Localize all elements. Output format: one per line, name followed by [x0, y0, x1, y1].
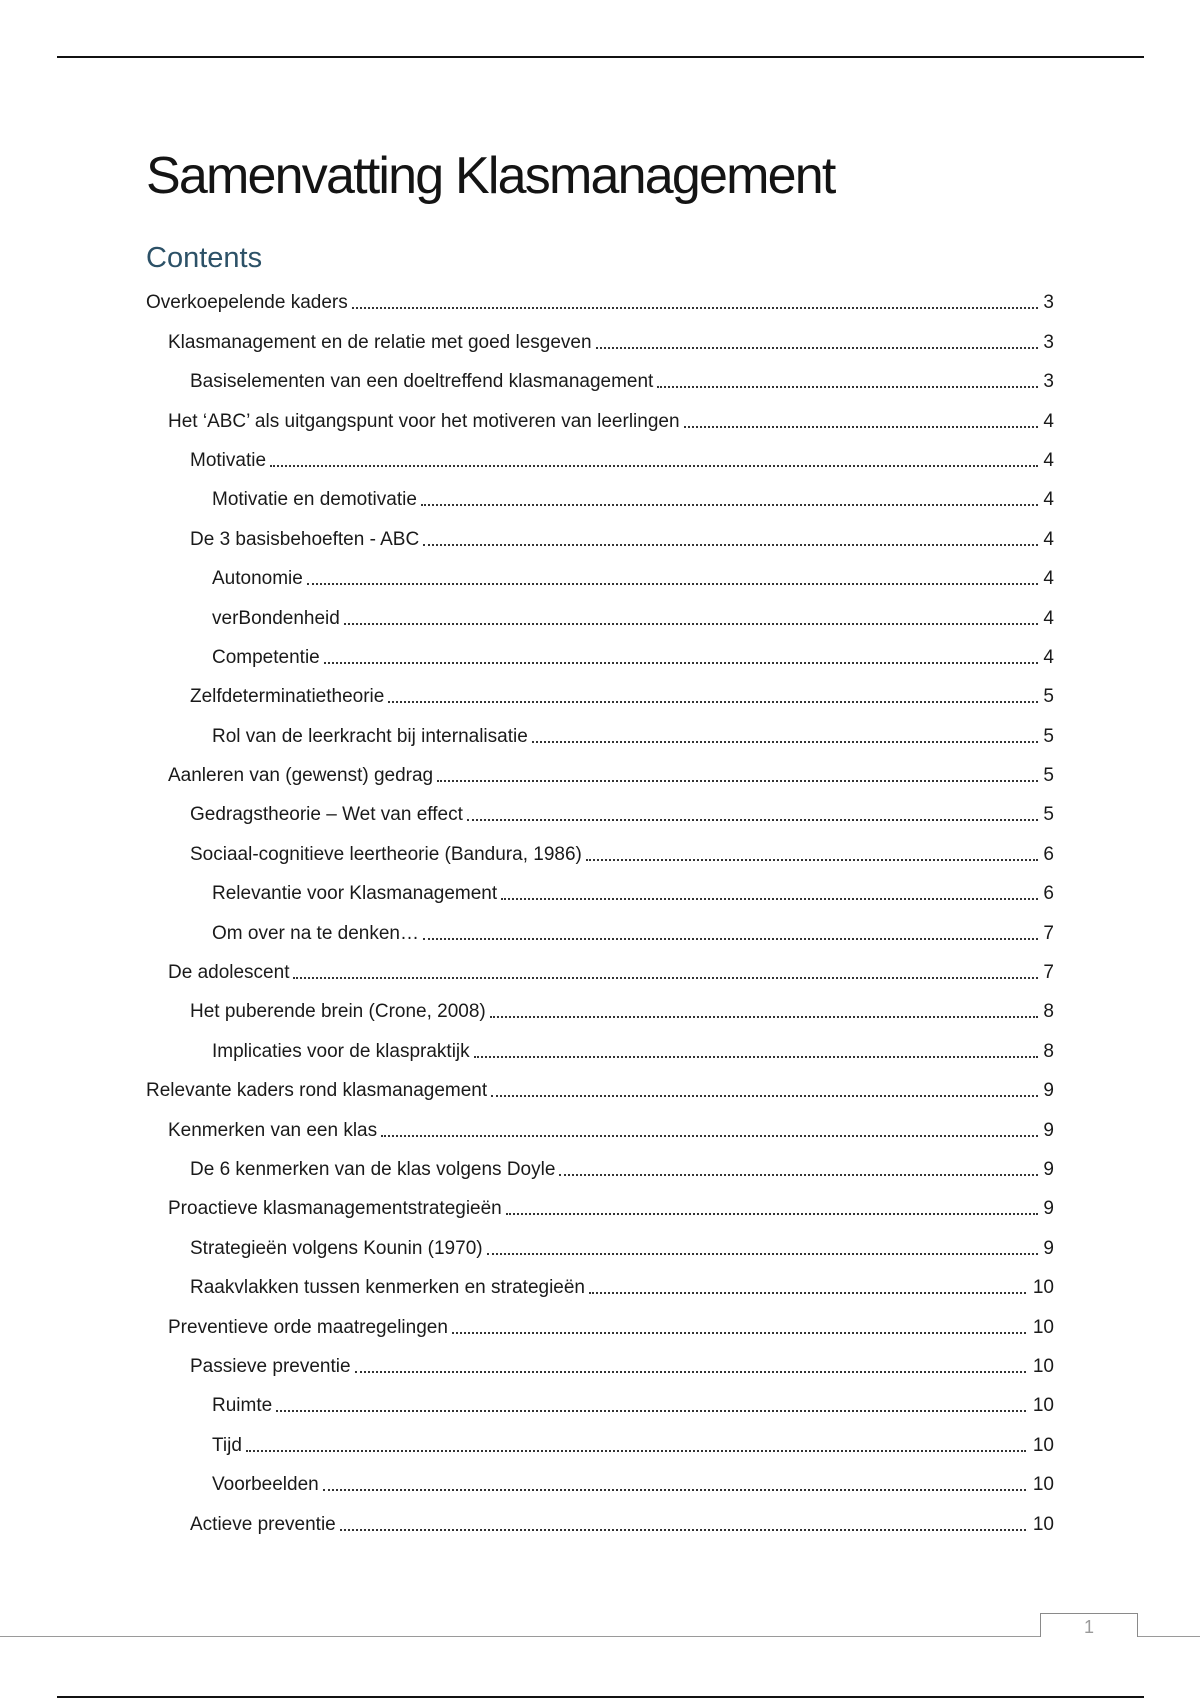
toc-dot-leader [657, 386, 1038, 388]
toc-entry-page: 5 [1043, 725, 1054, 747]
toc-dot-leader [490, 1016, 1038, 1018]
toc-entry-label: Preventieve orde maatregelingen [168, 1316, 448, 1338]
toc-entry[interactable] [146, 1418, 1054, 1457]
toc-dot-leader [596, 347, 1038, 349]
toc-entry-label: Basiselementen van een doeltreffend klasmanagement [190, 371, 654, 393]
toc-entry[interactable] [146, 434, 1054, 473]
toc-entry[interactable] [146, 552, 1054, 591]
toc-entry[interactable] [146, 749, 1054, 788]
toc-dot-leader [474, 1056, 1038, 1058]
toc-entry-label: Implicaties voor de klaspraktijk [212, 1040, 470, 1062]
toc-entry[interactable] [146, 1300, 1054, 1339]
document-title: Samenvatting Klasmanagement [146, 147, 835, 205]
footer-rule [0, 1636, 1200, 1637]
toc-dot-leader [324, 662, 1038, 664]
toc-entry[interactable] [146, 1379, 1054, 1418]
toc-entry-label: Raakvlakken tussen kenmerken en strategieën [190, 1277, 586, 1299]
toc-dot-leader [437, 780, 1038, 782]
toc-dot-leader [684, 426, 1038, 428]
toc-dot-leader [423, 938, 1038, 940]
toc-entry-page: 4 [1043, 449, 1054, 471]
toc-entry[interactable] [146, 1024, 1054, 1063]
toc-dot-leader [559, 1174, 1038, 1176]
header-rule [57, 56, 1144, 58]
toc-entry-page: 5 [1043, 765, 1054, 787]
toc-entry[interactable] [146, 394, 1054, 433]
toc-entry-label: verBondenheid [212, 607, 340, 629]
toc-entry-label: Proactieve klasmanagementstrategieën [168, 1198, 502, 1220]
toc-entry[interactable] [146, 788, 1054, 827]
toc-entry[interactable] [146, 1261, 1054, 1300]
toc-dot-leader [355, 1371, 1026, 1373]
toc-entry-page: 5 [1043, 804, 1054, 826]
toc-entry-label: Actieve preventie [190, 1513, 336, 1535]
toc-entry[interactable] [146, 1182, 1054, 1221]
toc-entry[interactable] [146, 631, 1054, 670]
toc-entry[interactable] [146, 355, 1054, 394]
toc-entry[interactable] [146, 946, 1054, 985]
toc-entry-page: 10 [1032, 1277, 1054, 1299]
toc-dot-leader [293, 977, 1038, 979]
toc-entry-page: 9 [1043, 1119, 1054, 1141]
toc-entry[interactable] [146, 591, 1054, 630]
toc-entry-label: Overkoepelende kaders [146, 292, 348, 314]
toc-entry-page: 9 [1043, 1080, 1054, 1102]
toc-entry-label: Klasmanagement en de relatie met goed lesgeven [168, 331, 592, 353]
toc-entry[interactable] [146, 1221, 1054, 1260]
contents-heading: Contents [146, 242, 263, 274]
toc-entry-page: 3 [1043, 331, 1054, 353]
toc-entry-label: Het ‘ABC’ als uitgangspunt voor het motiveren van leerlingen [168, 410, 680, 432]
toc-entry-label: Rol van de leerkracht bij internalisatie [212, 725, 528, 747]
toc-entry-page: 10 [1032, 1316, 1054, 1338]
toc-dot-leader [340, 1529, 1026, 1531]
toc-dot-leader [423, 544, 1038, 546]
toc-entry-page: 9 [1043, 1158, 1054, 1180]
toc-entry-label: Ruimte [212, 1395, 273, 1417]
toc-entry[interactable] [146, 1497, 1054, 1536]
toc-entry-label: Tijd [212, 1434, 242, 1456]
toc-dot-leader [532, 741, 1038, 743]
toc-entry-page: 10 [1032, 1513, 1054, 1535]
toc-dot-leader [452, 1332, 1026, 1334]
toc-dot-leader [388, 701, 1038, 703]
toc-entry-label: De 3 basisbehoeften - ABC [190, 528, 420, 550]
toc-dot-leader [344, 623, 1038, 625]
toc-entry-page: 3 [1043, 371, 1054, 393]
toc-entry-page: 8 [1043, 1040, 1054, 1062]
toc-entry-page: 4 [1043, 410, 1054, 432]
toc-entry-label: Motivatie [190, 449, 267, 471]
toc-dot-leader [467, 819, 1038, 821]
toc-entry-page: 3 [1043, 292, 1054, 314]
toc-dot-leader [487, 1253, 1038, 1255]
toc-entry-label: De adolescent [168, 962, 290, 984]
toc-entry-label: Relevante kaders rond klasmanagement [146, 1080, 488, 1102]
toc-entry-page: 5 [1043, 686, 1054, 708]
toc-entry-page: 10 [1032, 1355, 1054, 1377]
toc-entry-label: Aanleren van (gewenst) gedrag [168, 765, 434, 787]
toc-entry[interactable] [146, 512, 1054, 551]
toc-dot-leader [589, 1292, 1026, 1294]
toc-entry-page: 4 [1043, 568, 1054, 590]
toc-dot-leader [323, 1489, 1026, 1491]
toc-entry[interactable] [146, 276, 1054, 315]
toc-entry-label: Om over na te denken… [212, 922, 419, 944]
toc-entry-page: 7 [1043, 922, 1054, 944]
toc-entry-page: 4 [1043, 528, 1054, 550]
toc-entry[interactable] [146, 670, 1054, 709]
toc-entry[interactable] [146, 906, 1054, 945]
toc-dot-leader [270, 465, 1038, 467]
toc-entry[interactable] [146, 473, 1054, 512]
toc-entry-label: Het puberende brein (Crone, 2008) [190, 1001, 486, 1023]
toc-entry-page: 4 [1043, 646, 1054, 668]
toc-entry[interactable] [146, 1103, 1054, 1142]
toc-entry-page: 6 [1043, 883, 1054, 905]
toc-entry[interactable] [146, 827, 1054, 866]
toc-entry-label: Sociaal-cognitieve leertheorie (Bandura, 1986) [190, 843, 582, 865]
toc-entry[interactable] [146, 709, 1054, 748]
toc-entry-label: Competentie [212, 646, 320, 668]
toc-entry-page: 9 [1043, 1237, 1054, 1259]
toc-entry-page: 8 [1043, 1001, 1054, 1023]
toc-entry-label: Autonomie [212, 568, 303, 590]
toc-dot-leader [276, 1410, 1026, 1412]
toc-entry[interactable] [146, 985, 1054, 1024]
page-number: 1 [1040, 1613, 1138, 1637]
toc-entry-label: Relevantie voor Klasmanagement [212, 883, 498, 905]
bottom-rule [57, 1696, 1144, 1698]
toc-entry[interactable] [146, 1458, 1054, 1497]
toc-entry-label: De 6 kenmerken van de klas volgens Doyle [190, 1158, 556, 1180]
toc-entry-label: Passieve preventie [190, 1355, 351, 1377]
toc-entry-page: 4 [1043, 607, 1054, 629]
toc-dot-leader [352, 307, 1038, 309]
toc-entry-page: 4 [1043, 489, 1054, 511]
toc-entry-label: Zelfdeterminatietheorie [190, 686, 385, 708]
toc-dot-leader [586, 859, 1038, 861]
toc-entry[interactable] [146, 1340, 1054, 1379]
toc-dot-leader [246, 1450, 1026, 1452]
toc-entry-page: 10 [1032, 1474, 1054, 1496]
toc-entry-page: 9 [1043, 1198, 1054, 1220]
toc-entry[interactable] [146, 1064, 1054, 1103]
toc-entry-label: Motivatie en demotivatie [212, 489, 417, 511]
toc-dot-leader [491, 1095, 1038, 1097]
toc-entry-label: Gedragstheorie – Wet van effect [190, 804, 463, 826]
toc-entry[interactable] [146, 867, 1054, 906]
table-of-contents [146, 276, 1054, 1537]
toc-dot-leader [421, 504, 1038, 506]
toc-entry-label: Strategieën volgens Kounin (1970) [190, 1237, 483, 1259]
toc-dot-leader [307, 583, 1038, 585]
toc-entry-label: Voorbeelden [212, 1474, 319, 1496]
toc-entry-page: 6 [1043, 843, 1054, 865]
toc-dot-leader [506, 1213, 1038, 1215]
toc-entry-label: Kenmerken van een klas [168, 1119, 378, 1141]
toc-dot-leader [381, 1135, 1038, 1137]
toc-dot-leader [501, 898, 1038, 900]
toc-entry-page: 7 [1043, 962, 1054, 984]
toc-entry[interactable] [146, 1143, 1054, 1182]
toc-entry-page: 10 [1032, 1395, 1054, 1417]
toc-entry-page: 10 [1032, 1434, 1054, 1456]
toc-entry[interactable] [146, 315, 1054, 354]
